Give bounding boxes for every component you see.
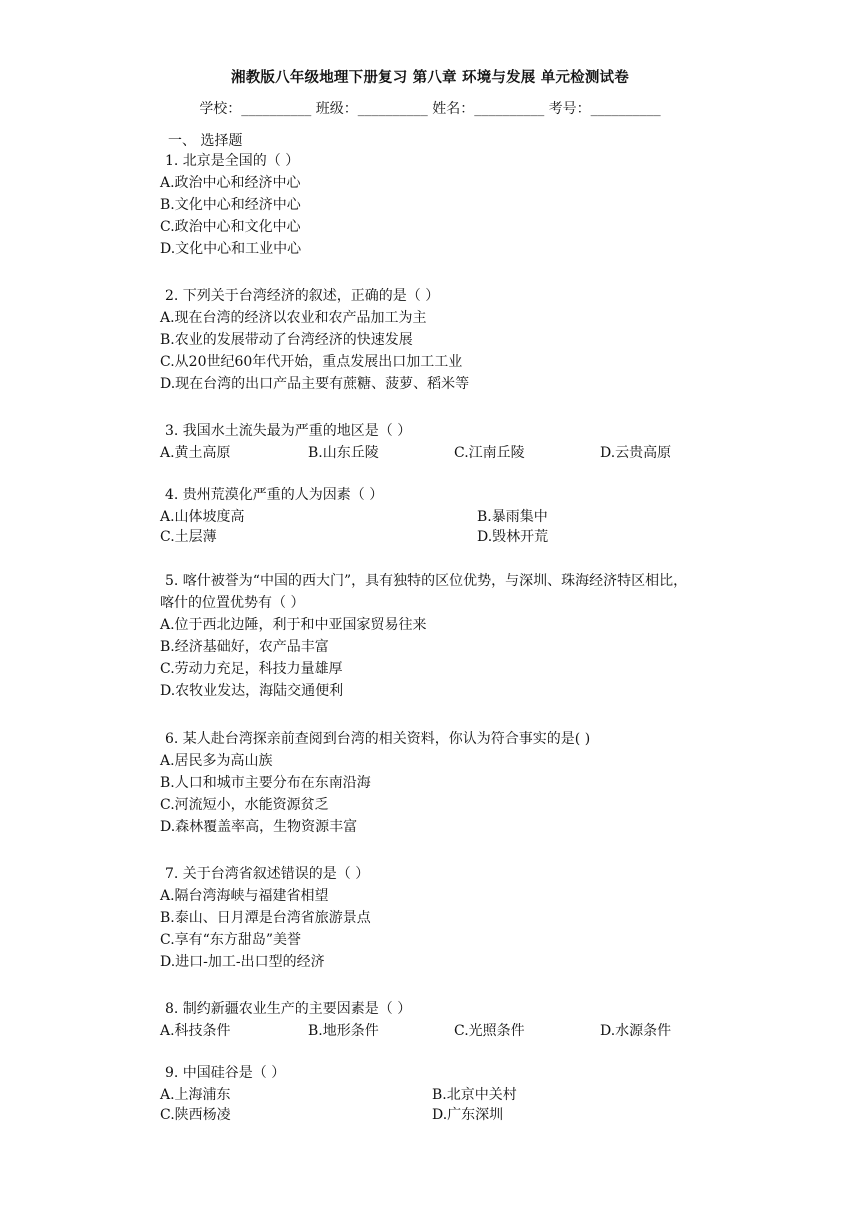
question-4 xyxy=(160,484,740,546)
option-a: A.政治中心和经济中心 xyxy=(160,175,301,191)
options-row xyxy=(160,1104,740,1124)
section-title: 一、 选择题 xyxy=(168,133,243,149)
question-stem: 4. 贵州荒漠化严重的人为因素（ ） xyxy=(165,487,384,503)
question-stem: 6. 某人赴台湾探亲前查阅到台湾的相关资料，你认为符合事实的是( ) xyxy=(165,731,591,747)
question-stem: 7. 关于台湾省叙述错误的是（ ） xyxy=(165,866,370,882)
options-row xyxy=(160,526,740,546)
option-a: A.位于西北边陲，利于和中亚国家贸易往来 xyxy=(160,617,427,633)
option-b: B.人口和城市主要分布在东南沿海 xyxy=(160,775,371,791)
option-b: B.农业的发展带动了台湾经济的快速发展 xyxy=(160,332,413,348)
option-b: B.暴雨集中 xyxy=(477,509,548,525)
question-2 xyxy=(160,285,740,395)
question-3 xyxy=(160,420,740,464)
option-d: D.森林覆盖率高，生物资源丰富 xyxy=(160,819,358,835)
option-a: A.居民多为高山族 xyxy=(160,753,273,769)
option-b: B.经济基础好，农产品丰富 xyxy=(160,639,329,655)
option-d: D.文化中心和工业中心 xyxy=(160,241,302,257)
option-c: C.政治中心和文化中心 xyxy=(160,219,301,235)
option-a: A.山体坡度高 xyxy=(160,509,245,525)
option-c: C.劳动力充足，科技力量雄厚 xyxy=(160,661,343,677)
option-a: A.现在台湾的经济以农业和农产品加工为主 xyxy=(160,310,427,326)
question-stem: 3. 我国水土流失最为严重的地区是（ ） xyxy=(165,423,412,439)
student-info-line xyxy=(0,98,860,118)
option-b: B.文化中心和经济中心 xyxy=(160,197,301,213)
option-b: B.地形条件 xyxy=(308,1023,379,1039)
option-d: D.现在台湾的出口产品主要有蔗糖、菠萝、稻米等 xyxy=(160,376,470,392)
student-info-text: 学校：__________ 班级：__________ 姓名：__________ 考号：__________ xyxy=(199,101,661,117)
option-c: C.享有“东方甜岛”美誉 xyxy=(160,932,301,948)
options-row xyxy=(160,442,740,464)
option-b: B.泰山、日月潭是台湾省旅游景点 xyxy=(160,910,371,926)
options-row xyxy=(160,1084,740,1104)
option-a: A.隔台湾海峡与福建省相望 xyxy=(160,888,329,904)
option-b: B.山东丘陵 xyxy=(308,445,379,461)
option-a: A.科技条件 xyxy=(160,1023,231,1039)
question-stem: 5. 喀什被誉为“中国的西大门”，具有独特的区位优势，与深圳、珠海经济特区相比， xyxy=(165,573,688,589)
option-a: A.上海浦东 xyxy=(160,1087,231,1103)
question-8 xyxy=(160,998,740,1042)
option-c: C.河流短小，水能资源贫乏 xyxy=(160,797,329,813)
question-stem: 1. 北京是全国的（ ） xyxy=(165,153,300,169)
question-6 xyxy=(160,728,740,838)
question-stem: 9. 中国硅谷是（ ） xyxy=(165,1065,286,1081)
option-d: D.毁林开荒 xyxy=(477,529,549,545)
question-5 xyxy=(160,570,740,702)
options-row xyxy=(160,1020,740,1042)
option-d: D.广东深圳 xyxy=(432,1107,504,1123)
question-7 xyxy=(160,863,740,973)
question-stem: 2. 下列关于台湾经济的叙述，正确的是（ ） xyxy=(165,288,440,304)
option-c: C.陕西杨凌 xyxy=(160,1107,231,1123)
question-stem: 8. 制约新疆农业生产的主要因素是（ ） xyxy=(165,1001,412,1017)
option-c: C.江南丘陵 xyxy=(454,445,525,461)
option-c: C.从20世纪60年代开始，重点发展出口加工工业 xyxy=(160,354,463,370)
option-a: A.黄土高原 xyxy=(160,445,231,461)
question-9 xyxy=(160,1062,740,1124)
question-stem-continued: 喀什的位置优势有（ ） xyxy=(160,595,305,611)
options-row xyxy=(160,506,740,526)
option-d: D.云贵高原 xyxy=(600,445,672,461)
question-1 xyxy=(160,150,740,260)
option-c: C.土层薄 xyxy=(160,529,217,545)
option-d: D.农牧业发达，海陆交通便利 xyxy=(160,683,344,699)
option-c: C.光照条件 xyxy=(454,1023,525,1039)
option-d: D.进口-加工-出口型的经济 xyxy=(160,954,325,970)
option-d: D.水源条件 xyxy=(600,1023,672,1039)
option-b: B.北京中关村 xyxy=(432,1087,517,1103)
exam-title: 湘教版八年级地理下册复习 第八章 环境与发展 单元检测试卷 xyxy=(231,69,629,86)
